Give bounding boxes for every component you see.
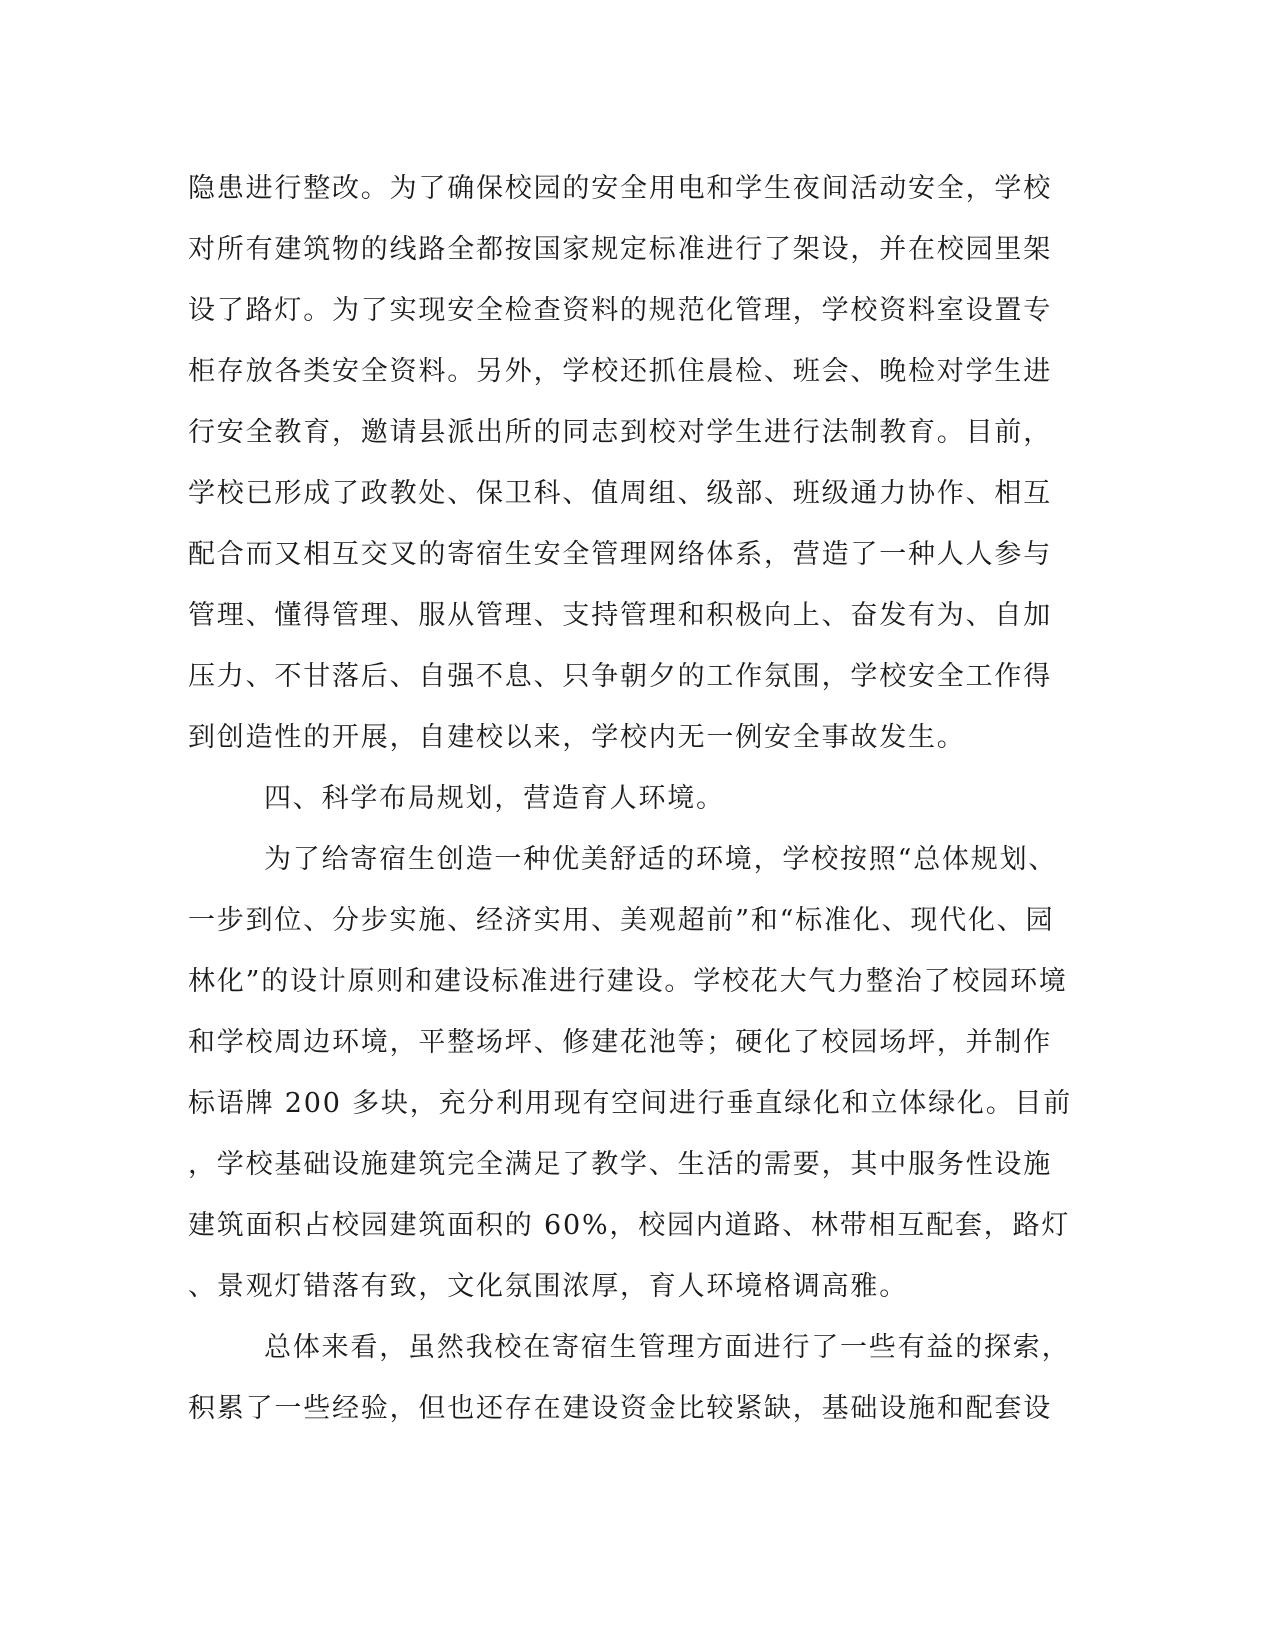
document-body — [188, 158, 1073, 1439]
text-line-20: 总体来看，虽然我校在寄宿生管理方面进行了一些有益的探索， — [264, 1332, 1071, 1363]
text-line-9: 压力、不甘落后、自强不息、只争朝夕的工作氛围，学校安全工作得 — [188, 661, 1052, 692]
text-line-18: 建筑面积占校园建筑面积的 60%，校园内道路、林带相互配套，路灯 — [188, 1210, 1071, 1241]
text-line-1: 隐患进行整改。为了确保校园的安全用电和学生夜间活动安全，学校 — [188, 173, 1052, 204]
text-line-12: 为了给寄宿生创造一种优美舒适的环境，学校按照“总体规划、 — [264, 844, 1058, 875]
text-line-14: 林化”的设计原则和建设标准进行建设。学校花大气力整治了校园环境 — [188, 966, 1068, 997]
text-line-17: ，学校基础设施建筑完全满足了教学、生活的需要，其中服务性设施 — [188, 1149, 1052, 1180]
text-line-15: 和学校周边环境，平整场坪、修建花池等；硬化了校园场坪，并制作 — [188, 1027, 1052, 1058]
text-line-10: 到创造性的开展，自建校以来，学校内无一例安全事故发生。 — [188, 722, 966, 753]
text-line-5: 行安全教育，邀请县派出所的同志到校对学生进行法制教育。目前， — [188, 417, 1052, 448]
text-line-13: 一步到位、分步实施、经济实用、美观超前”和“标准化、现代化、园 — [188, 905, 1055, 936]
text-line-21: 积累了一些经验，但也还存在建设资金比较紧缺，基础设施和配套设 — [188, 1393, 1052, 1424]
text-line-16: 标语牌 200 多块，充分利用现有空间进行垂直绿化和立体绿化。目前 — [188, 1088, 1073, 1119]
text-line-6: 学校已形成了政教处、保卫科、值周组、级部、班级通力协作、相互 — [188, 478, 1052, 509]
section-heading: 四、科学布局规划，营造育人环境。 — [264, 783, 725, 814]
text-line-4: 柜存放各类安全资料。另外，学校还抓住晨检、班会、晚检对学生进 — [188, 356, 1052, 387]
text-line-2: 对所有建筑物的线路全都按国家规定标准进行了架设，并在校园里架 — [188, 234, 1052, 265]
text-line-7: 配合而又相互交叉的寄宿生安全管理网络体系，营造了一种人人参与 — [188, 539, 1052, 570]
text-line-8: 管理、懂得管理、服从管理、支持管理和积极向上、奋发有为、自加 — [188, 600, 1052, 631]
text-line-19: 、景观灯错落有致，文化氛围浓厚，育人环境格调高雅。 — [188, 1271, 908, 1302]
text-line-3: 设了路灯。为了实现安全检查资料的规范化管理，学校资料室设置专 — [188, 295, 1052, 326]
